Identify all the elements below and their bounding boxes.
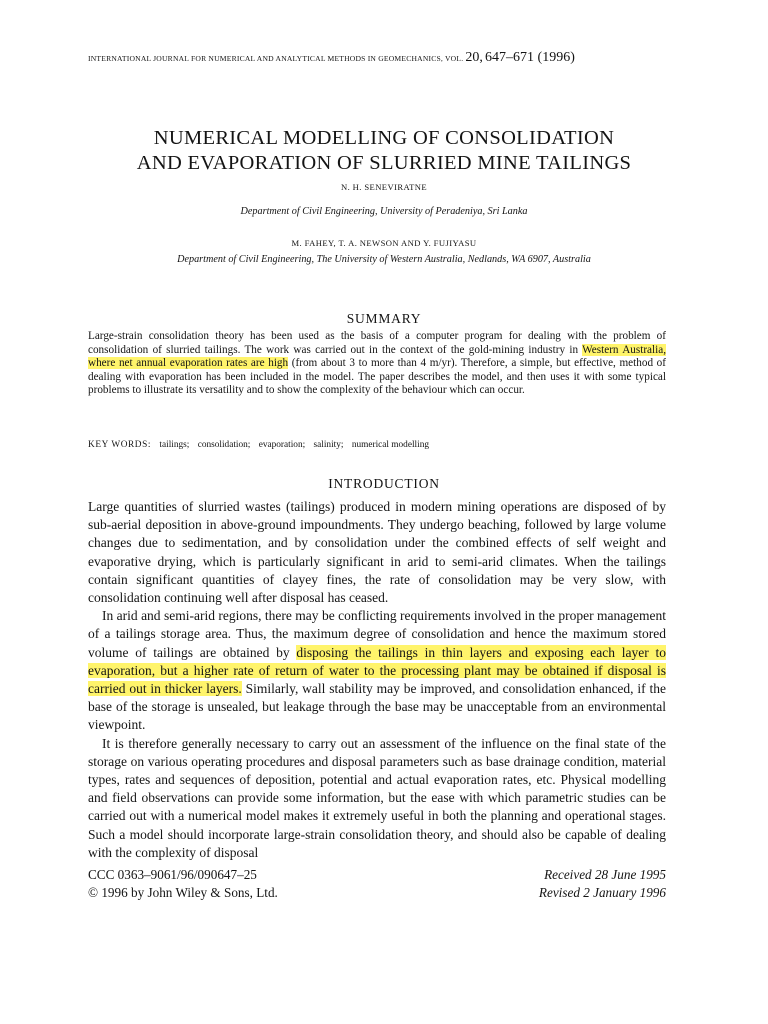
ccc-code: CCC 0363–9061/96/090647–25 [88, 867, 257, 882]
paragraph-2-text-start: In arid and semi-arid regions, there may be conflicting requirements involved in the proper management of a tailings storage area. Thus, the maximum degree of consolidation and hence the maximum stored volume of tailings are obtained by [88, 608, 666, 660]
page-range-year: 647–671 (1996) [485, 50, 575, 65]
summary-heading: SUMMARY [346, 311, 422, 326]
author-affiliation-1: Department of Civil Engineering, University of Peradeniya, Sri Lanka [240, 206, 528, 217]
introduction-paragraph-1: Large quantities of slurried wastes (tailings) produced in modern mining operations are disposed of by sub-aerial deposition in above-ground impoundments. They undergo beaching, followed by large volume changes due to sedimentation, and by consolidation under the combined effects of self weight and evaporative drying, which is particularly significant in arid to semi-arid climates. When the tailings contain significant quantities of clayey fines, the rate of consolidation may be very slow, with consolidation continuing well after disposal has ceased. [88, 499, 666, 606]
introduction-body [88, 498, 666, 862]
title-line-1: NUMERICAL MODELLING OF CONSOLIDATION [153, 127, 615, 149]
copyright-notice: © 1996 by John Wiley & Sons, Ltd. [88, 885, 278, 900]
introduction-heading: INTRODUCTION [328, 476, 440, 491]
introduction-paragraph-2 [88, 607, 666, 734]
author-names-1: N. H. SENEVIRATNE [340, 182, 428, 192]
paper-title [60, 126, 708, 176]
author-names-2: M. FAHEY, T. A. NEWSON AND Y. FUJIYASU [291, 238, 477, 248]
key-word: numerical modelling [351, 440, 430, 450]
running-head [88, 50, 688, 66]
received-date: Received 28 June 1995 [544, 867, 666, 882]
summary-text-start: Large-strain consolidation theory has been used as the basis of a computer program for dealing with the problem of consolidation of slurried tailings. The work was carried out in the context of the gold-mining industry in [88, 330, 666, 356]
author-affiliation-2: Department of Civil Engineering, The University of Western Australia, Nedlands, WA 6907, Australia [177, 254, 591, 265]
footer-right [539, 866, 666, 902]
key-word: evaporation; [258, 440, 306, 450]
introduction-paragraph-3: It is therefore generally necessary to carry out an assessment of the influence on the final state of the storage on various operating procedures and disposal parameters such as base drainage condition, material types, rates and sequences of deposition, potential and actual evaporation rates, etc. Physical modelling and field observations can provide some information, but the ease with which parametric studies can be carried out with a numerical model makes it extremely useful in both the planning and operational stages. Such a model should incorporate large-strain consolidation theory, and should also be capable of dealing with the complexity of disposal [88, 735, 666, 860]
revised-date: Revised 2 January 1996 [538, 885, 666, 900]
title-line-2: AND EVAPORATION OF SLURRIED MINE TAILINGS [136, 152, 632, 174]
key-word: consolidation; [197, 440, 251, 450]
key-words-label: KEY WORDS: [88, 440, 152, 450]
journal-name: INTERNATIONAL JOURNAL FOR NUMERICAL AND ANALYTICAL METHODS IN GEOMECHANICS, VOL. [88, 54, 464, 63]
paragraph-2-text-end: Similarly, wall stability may be improved, and consolidation enhanced, if the base of the storage is unsealed, but leakage through the base may be unacceptable from an environmental viewpoint. [88, 681, 666, 733]
summary-paragraph [88, 330, 666, 398]
summary-text-end: (from about 3 to more than 4 m/yr). Therefore, a simple, but effective, method of dealing with evaporation has been included in the model. The paper describes the model, and then uses it with some typical problems to illustrate its versatility and to show the complexity of the behaviour which can occur. [88, 357, 666, 397]
key-word: salinity; [313, 440, 344, 450]
footer-left [88, 866, 278, 902]
key-word: tailings; [159, 440, 190, 450]
summary-highlighted-text: Western Australia, where net annual evaporation rates are high [88, 343, 666, 370]
paragraph-2-highlighted-text: disposing the tailings in thin layers and exposing each layer to evaporation, but a higher rate of return of water to the processing plant may be obtained if disposal is carried out in thicker layers. [88, 644, 666, 697]
key-words [88, 440, 688, 450]
volume-number: 20, [465, 50, 483, 65]
